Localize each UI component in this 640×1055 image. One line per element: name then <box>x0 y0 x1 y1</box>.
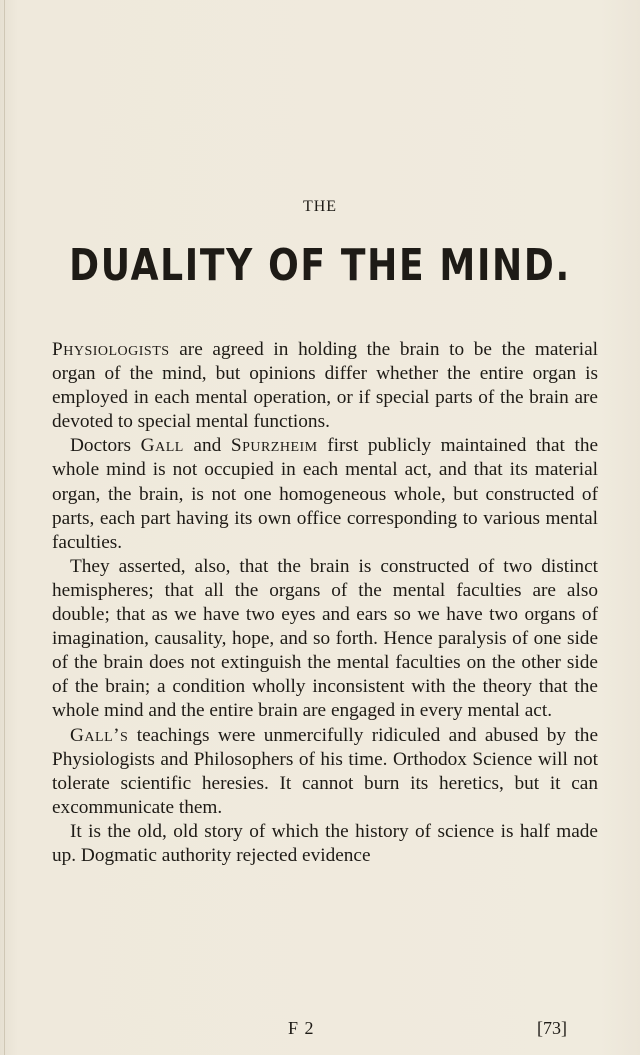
paragraph-prefix: Doctors <box>70 435 141 457</box>
body-text <box>52 338 598 868</box>
person-name-spurzheim: Spurzheim <box>230 435 318 457</box>
paragraph-text: first publicly maintained that the whole mind is not occupied in each mental act, and that its material organ, the brain, is not one homogeneous whole, but constructed of parts, each part having its own office corresponding to various mental faculties. <box>52 435 599 553</box>
chapter-title: DUALITY OF THE MIND. <box>69 240 571 291</box>
running-head: THE <box>302 198 338 215</box>
paragraph-connector: and <box>183 435 231 457</box>
signature-mark: F 2 <box>288 1018 315 1038</box>
page-edge-line <box>4 0 5 1055</box>
paragraph-text: teachings were unmercifully ridiculed and abused by the Physiologists and Philosophers of his time. Orthodox Science will not tolerate scientific heresies. It cannot burn its heretics, but it can excommunicate them. <box>52 724 598 818</box>
paragraph-text: It is the old, old story of which the history of science is half made up. Dogmatic authority rejected evidence <box>52 820 598 866</box>
page-footer <box>0 1018 640 1044</box>
paragraph-3 <box>52 555 598 724</box>
person-name-gall: Gall <box>140 435 184 457</box>
paragraph-text: They asserted, also, that the brain is constructed of two distinct hemispheres; that all the organs of the mental faculties are also double; that as we have two eyes and ears so we have two organs of imagination, causality, hope, and so forth. Hence paralysis of one side of the brain does not extinguish the mental faculties on the other side of the brain; a condition wholly inconsistent with the theory that the whole mind and the entire brain are engaged in every mental act. <box>52 555 598 722</box>
paragraph-text: are agreed in holding the brain to be the material organ of the mind, but opinions differ whether the entire organ is employed in each mental operation, or if special parts of the brain are devoted to special mental functions. <box>52 339 598 433</box>
paragraph-4 <box>52 724 598 820</box>
paragraph-2 <box>52 434 598 554</box>
lead-word: Gall’s <box>70 724 129 746</box>
paragraph-1 <box>52 338 598 434</box>
lead-word: Physiologists <box>52 339 170 360</box>
page-number: [73] <box>537 1018 567 1038</box>
paragraph-5 <box>52 820 598 868</box>
